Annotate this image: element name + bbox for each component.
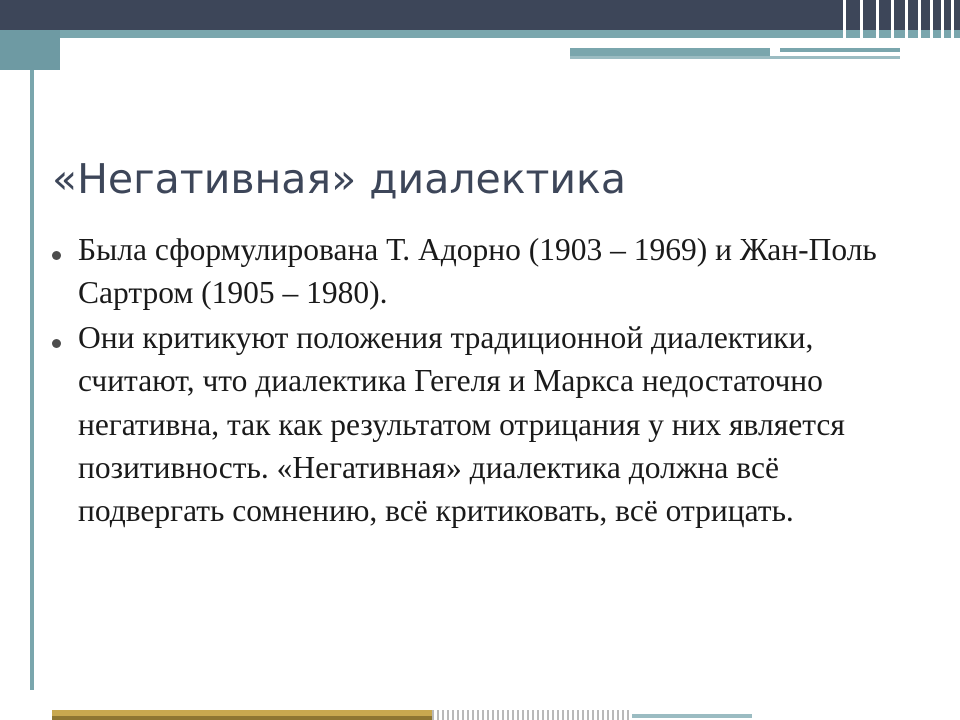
bullet-dot-icon: [52, 228, 78, 264]
bullet-text: Была сформулирована Т. Адорно (1903 – 1969) и Жан-Поль Сартром (1905 – 1980).: [78, 232, 877, 311]
header-rule-secondary: [780, 48, 900, 52]
footer-teal-bar: [632, 714, 752, 718]
bullet-item: [52, 316, 912, 532]
slide-title: «Негативная» диалектика: [52, 155, 626, 204]
header-slats-decoration: [830, 0, 960, 38]
header-rule-tertiary: [570, 56, 900, 59]
left-vertical-rule: [30, 70, 34, 690]
bullet-item: [52, 228, 912, 314]
bullet-text: Они критикуют положения традиционной диалектики, считают, что диалектика Гегеля и Маркса недостаточно негативна, так как результатом отрицания у них является позитивность. «Негативная» диалектика должна всё подвергать сомнению, всё критиковать, всё отрицать.: [78, 320, 845, 528]
footer-gold-bar-dark: [52, 716, 432, 720]
footer-hatch-decoration: [432, 710, 632, 720]
footer-strip: [0, 706, 960, 720]
header-accent-bar: [0, 30, 960, 38]
slide-body: [52, 228, 912, 534]
header-rule-primary: [570, 48, 770, 56]
header-left-accent: [0, 30, 60, 70]
header-band: [0, 0, 960, 30]
bullet-dot-icon: [52, 316, 78, 352]
